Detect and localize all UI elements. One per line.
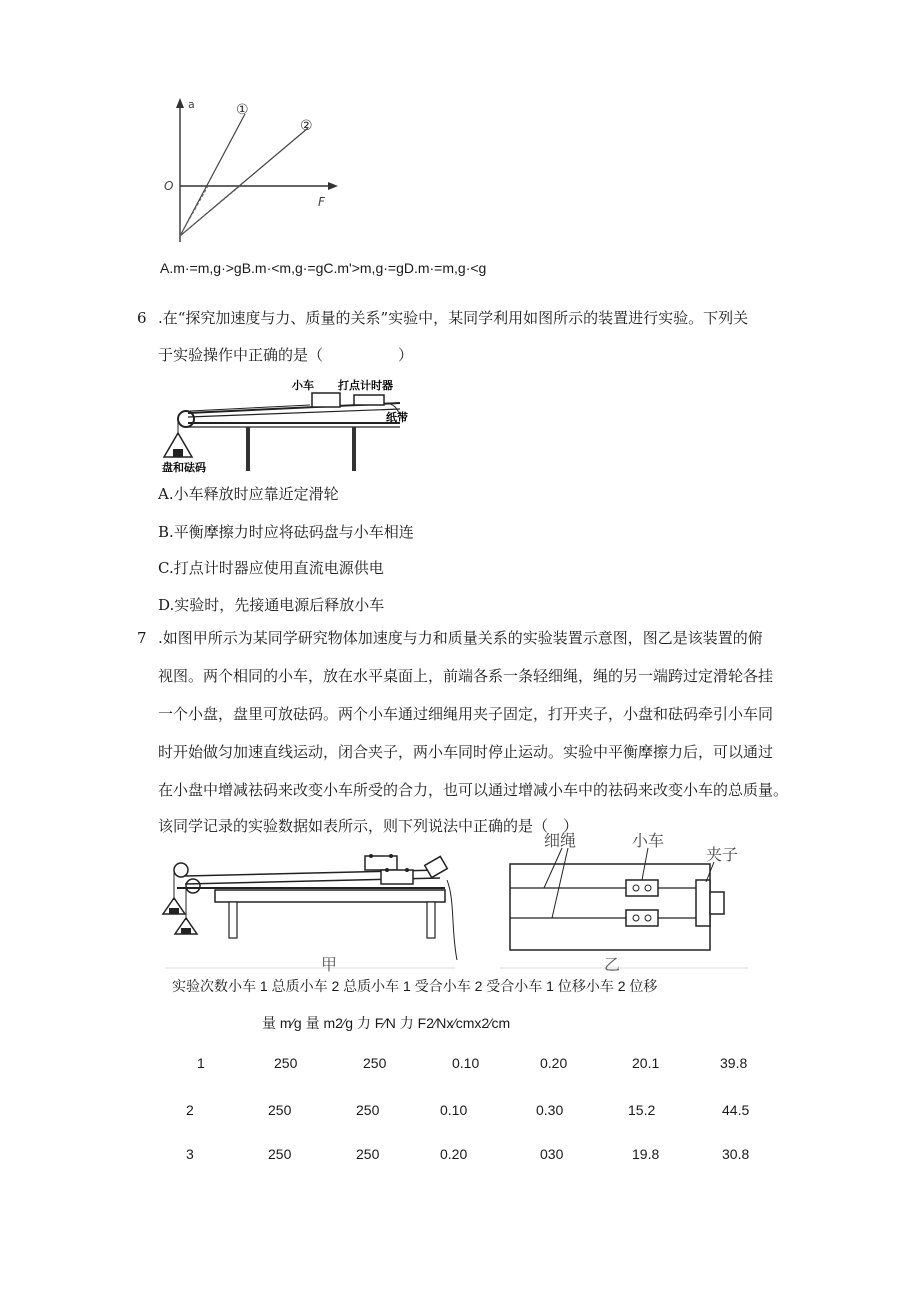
q7-figure-yi: [500, 826, 750, 972]
q7-number: 7: [137, 629, 147, 647]
cell-f1: 0.10: [440, 1102, 468, 1118]
label-timer: 打点计时器: [338, 379, 393, 392]
q6-option-b: B.平衡摩擦力时应将砝码盘与小车相连: [158, 523, 414, 541]
line-1-label: ①: [236, 102, 249, 118]
cell-trial: 1: [197, 1055, 205, 1071]
q6-stem-line2: 于实验操作中正确的是（ ）: [158, 346, 414, 364]
label-cart-top: 小车: [632, 831, 665, 850]
y-axis-arrow: [176, 98, 184, 108]
label-clip: 夹子: [706, 845, 739, 864]
cell-trial: 3: [186, 1146, 194, 1162]
cell-m1: 250: [274, 1055, 298, 1071]
q7-stem-line2: 视图。两个相同的小车，放在水平桌面上，前端各系一条轻细绳，绳的另一端跨过定滑轮各挂: [158, 667, 774, 685]
label-jia: 甲: [321, 955, 338, 972]
table-header-line2: 量 m⁄g 量 m2⁄g 力 F⁄N 力 F2⁄Nx⁄cmx2⁄cm: [262, 1015, 511, 1031]
q7-figure-jia: [155, 840, 460, 972]
cart: [312, 393, 340, 407]
label-rope: 细绳: [544, 831, 577, 850]
q7-stem-line6: 该同学记录的实验数据如表所示，则下列说法中正确的是（ ）: [158, 817, 579, 835]
velocity-graph: [160, 92, 350, 252]
cell-f1: 0.20: [440, 1146, 468, 1162]
timer: [354, 395, 384, 405]
label-yi: 乙: [604, 955, 621, 972]
q6-option-c: C.打点计时器应使用直流电源供电: [158, 559, 384, 577]
cell-m2: 250: [356, 1146, 380, 1162]
q7-stem-line1: .如图甲所示为某同学研究物体加速度与力和质量关系的实验装置示意图，图乙是该装置的俯: [158, 629, 763, 647]
cell-m2: 250: [363, 1055, 387, 1071]
q6-stem-line1: .在“探究加速度与力、质量的关系”实验中，某同学利用如图所示的装置进行实验。下列关: [158, 309, 749, 327]
label-cart: 小车: [292, 379, 314, 392]
cell-f2: 0.20: [540, 1055, 568, 1071]
cell-x2: 39.8: [720, 1055, 748, 1071]
cell-m1: 250: [268, 1146, 292, 1162]
q6-number: 6: [137, 309, 147, 327]
q7-stem-line4: 时开始做匀加速直线运动，闭合夹子，两小车同时停止运动。实验中平衡摩擦力后，可以通过: [158, 743, 774, 761]
cell-m2: 250: [356, 1102, 380, 1118]
cell-f2: 030: [540, 1146, 564, 1162]
cell-x2: 30.8: [722, 1146, 750, 1162]
cell-x1: 19.8: [632, 1146, 660, 1162]
line-2-label: ②: [300, 118, 313, 134]
cell-x1: 15.2: [628, 1102, 656, 1118]
q7-stem-line5: 在小盘中增减祛码来改变小车所受的合力，也可以通过增减小车中的祛码来改变小车的总质量。: [158, 781, 789, 799]
cell-trial: 2: [186, 1102, 194, 1118]
q5-options: A.m·=m,g·>gB.m·<m,g·=gC.m'>m,g·=gD.m·=m,g·<g: [160, 260, 487, 276]
cell-x1: 20.1: [632, 1055, 660, 1071]
pulley: [178, 411, 194, 427]
cell-f1: 0.10: [452, 1055, 480, 1071]
y-axis-label: a: [188, 98, 195, 111]
x-axis-label: F: [318, 195, 325, 209]
x-axis-arrow: [328, 182, 338, 190]
q7-stem-line3: 一个小盘，盘里可放砝码。两个小车通过细绳用夹子固定，打开夹子，小盘和砝码牵引小车同: [158, 705, 774, 723]
label-tape: 纸带: [386, 411, 408, 424]
table-header-line1: 实验次数小车 1 总质小车 2 总质小车 1 受合小车 2 受合小车 1 位移小车 2 位移: [172, 978, 658, 994]
origin-label: O: [164, 179, 174, 193]
q6-option-a: A.小车释放时应靠近定滑轮: [158, 485, 339, 503]
cell-m1: 250: [268, 1102, 292, 1118]
cell-f2: 0.30: [536, 1102, 564, 1118]
label-tray: 盘和砝码: [162, 461, 206, 474]
q6-option-d: D.实验时，先接通电源后释放小车: [158, 596, 385, 614]
q6-apparatus-figure: [160, 375, 420, 475]
cell-x2: 44.5: [722, 1102, 750, 1118]
